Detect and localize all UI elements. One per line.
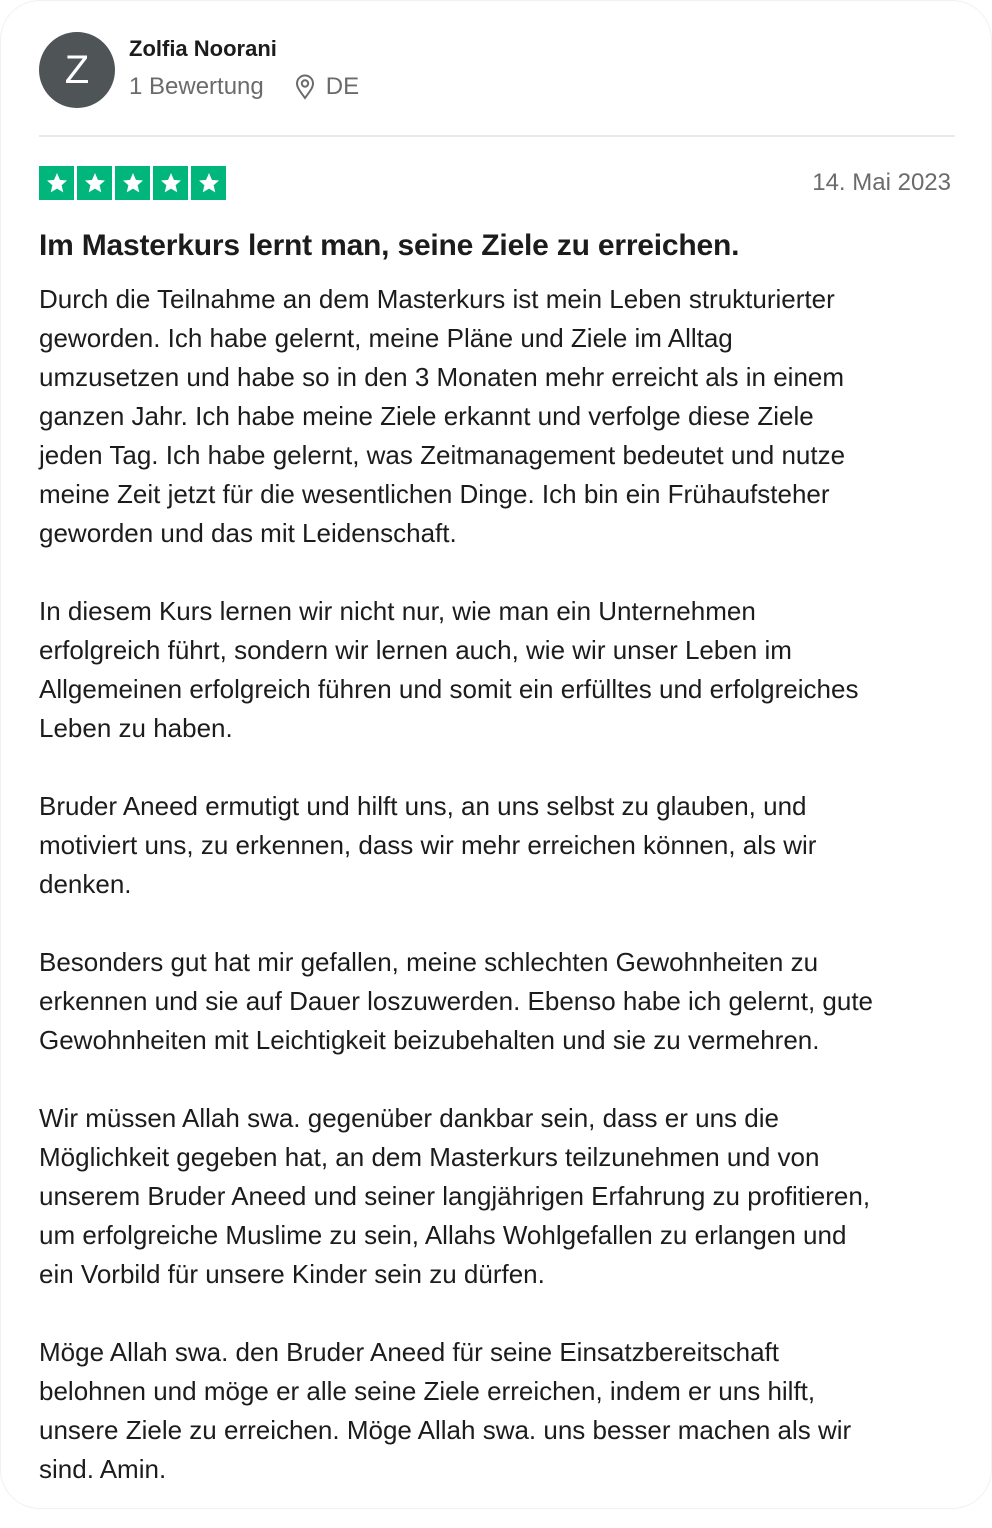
paragraph-line: geworden. Ich habe gelernt, meine Pläne und Ziele im Alltag bbox=[39, 323, 733, 353]
paragraph-line: um erfolgreiche Muslime zu sein, Allahs Wohlgefallen zu erlangen und bbox=[39, 1220, 847, 1250]
review-paragraph bbox=[39, 1099, 969, 1294]
paragraph-line: Allgemeinen erfolgreich führen und somit ein erfülltes und erfolgreiches bbox=[39, 674, 859, 704]
paragraph-line: Wir müssen Allah swa. gegenüber dankbar sein, dass er uns die bbox=[39, 1103, 779, 1133]
star-icon bbox=[153, 166, 188, 200]
paragraph-line: geworden und das mit Leidenschaft. bbox=[39, 518, 457, 548]
reviewer-location bbox=[294, 73, 359, 101]
paragraph-line: jeden Tag. Ich habe gelernt, was Zeitmanagement bedeutet und nutze bbox=[39, 440, 846, 470]
paragraph-line: Möge Allah swa. den Bruder Aneed für seine Einsatzbereitschaft bbox=[39, 1337, 779, 1367]
review-paragraph bbox=[39, 943, 969, 1060]
paragraph-line: In diesem Kurs lernen wir nicht nur, wie man ein Unternehmen bbox=[39, 596, 756, 626]
review-title[interactable]: Im Masterkurs lernt man, seine Ziele zu erreichen. bbox=[39, 229, 740, 262]
star-icon bbox=[39, 166, 74, 200]
paragraph-line: Möglichkeit gegeben hat, an dem Masterkurs teilzunehmen und von bbox=[39, 1142, 820, 1172]
paragraph-line: Bruder Aneed ermutigt und hilft uns, an uns selbst zu glauben, und bbox=[39, 791, 807, 821]
paragraph-line: Gewohnheiten mit Leichtigkeit beizubehalten und sie zu vermehren. bbox=[39, 1025, 820, 1055]
location-pin-icon bbox=[294, 74, 316, 100]
paragraph-line: erfolgreich führt, sondern wir lernen auch, wie wir unser Leben im bbox=[39, 635, 792, 665]
review-paragraph bbox=[39, 787, 969, 904]
star-icon bbox=[77, 166, 112, 200]
paragraph-line: ganzen Jahr. Ich habe meine Ziele erkannt und verfolge diese Ziele bbox=[39, 401, 814, 431]
star-rating bbox=[39, 166, 226, 200]
divider bbox=[39, 135, 955, 137]
paragraph-line: umzusetzen und habe so in den 3 Monaten mehr erreicht als in einem bbox=[39, 362, 845, 392]
paragraph-line: denken. bbox=[39, 869, 132, 899]
paragraph-line: ein Vorbild für unsere Kinder sein zu dürfen. bbox=[39, 1259, 545, 1289]
paragraph-line: sind. Amin. bbox=[39, 1454, 167, 1484]
reviewer-meta bbox=[129, 73, 359, 101]
review-paragraph bbox=[39, 280, 969, 553]
country-code: DE bbox=[325, 73, 360, 100]
review-paragraph bbox=[39, 592, 969, 748]
paragraph-line: belohnen und möge er alle seine Ziele erreichen, indem er uns hilft, bbox=[39, 1376, 816, 1406]
paragraph-line: meine Zeit jetzt für die wesentlichen Dinge. Ich bin ein Frühaufsteher bbox=[39, 479, 830, 509]
review-paragraph bbox=[39, 1333, 969, 1489]
review-count: 1 Bewertung bbox=[129, 73, 264, 100]
review-body bbox=[39, 280, 969, 1528]
star-icon bbox=[191, 166, 226, 200]
review-date: 14. Mai 2023 bbox=[812, 169, 951, 196]
paragraph-line: unserem Bruder Aneed und seiner langjährigen Erfahrung zu profitieren, bbox=[39, 1181, 871, 1211]
paragraph-line: Durch die Teilnahme an dem Masterkurs ist mein Leben strukturierter bbox=[39, 284, 835, 314]
paragraph-line: Besonders gut hat mir gefallen, meine schlechten Gewohnheiten zu bbox=[39, 947, 819, 977]
paragraph-line: unsere Ziele zu erreichen. Möge Allah swa. uns besser machen als wir bbox=[39, 1415, 852, 1445]
reviewer-name[interactable]: Zolfia Noorani bbox=[129, 36, 277, 61]
star-icon bbox=[115, 166, 150, 200]
avatar-initial: Z bbox=[64, 47, 90, 92]
avatar[interactable] bbox=[39, 32, 115, 108]
paragraph-line: erkennen und sie auf Dauer loszuwerden. Ebenso habe ich gelernt, gute bbox=[39, 986, 874, 1016]
paragraph-line: Leben zu haben. bbox=[39, 713, 233, 743]
paragraph-line: motiviert uns, zu erkennen, dass wir mehr erreichen können, als wir bbox=[39, 830, 817, 860]
